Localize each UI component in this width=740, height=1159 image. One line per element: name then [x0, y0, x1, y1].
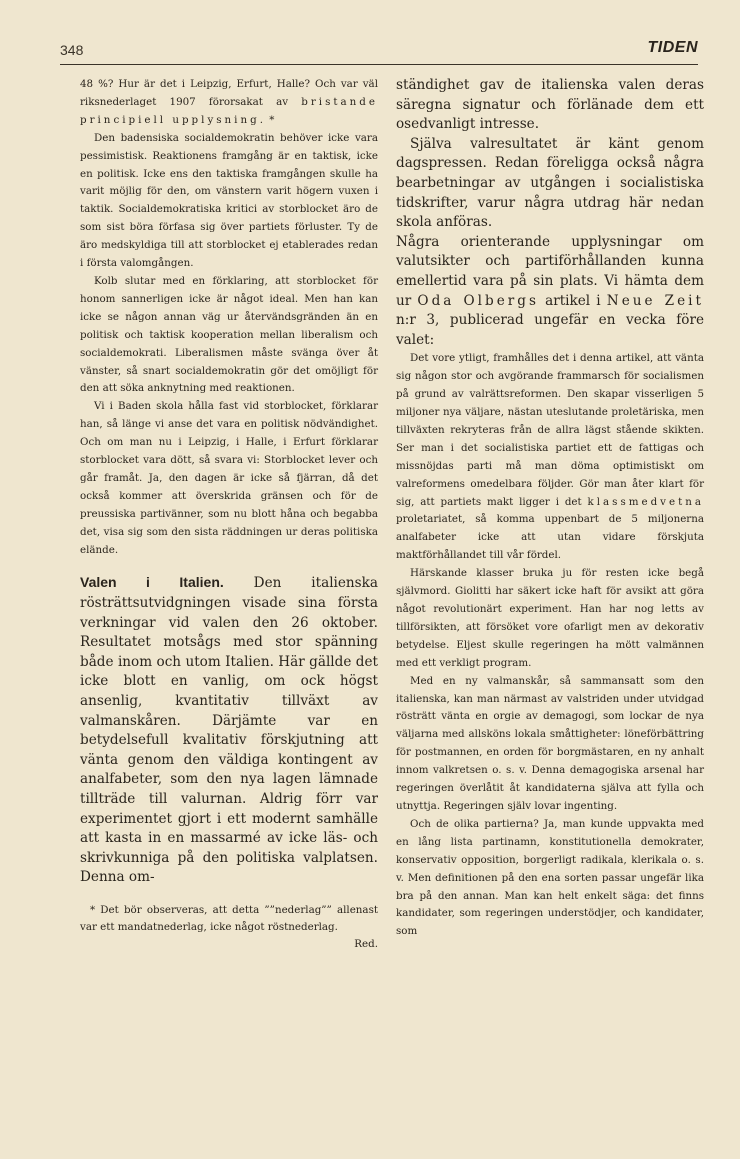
section-text: Den italienska rösträttsutvidgningen visade sina första verkningar vid valen den 26 oktober. Resultatet motsågs med stor spänning både inom och utom Italien. Här gällde det icke blott en vanlig, om ock högst ansenlig, kvantitativ tillväxt av valmanskåren. Därjämte var en betydelsefull kvalitativ förskjutning att vänta genom den väldiga kontingent av analfabeter, som den nya lagen lämnade tillträde till valurnan. Aldrig förr var experimentet gjort i ett modernt samhälle att kasta in en massarmé av icke läs- och skrivkunniga på den politiska valplatsen. Denna om- — [80, 575, 379, 886]
right-column — [396, 76, 704, 941]
footnote-signature: Red. — [354, 937, 378, 950]
section-title: Valen i Italien. — [80, 574, 224, 591]
spaced-emphasis: bristande principiell upplysning. — [80, 95, 378, 126]
footnote-text: * Det bör observeras, att detta ””nederlag”” allenast var ett mandatnederlag, icke något röstnederlag. — [80, 903, 378, 933]
right-paragraph-2: Själva valresultatet är känt genom dagspressen. Redan föreligga också några bearbetningar av utgången i socialistiska tidskrifter, varur några utdrag här nedan skola anföras. — [396, 135, 704, 231]
left-paragraph-2: Den badensiska socialdemokratin behöver icke vara pessimistisk. Reaktionens framgång är en taktisk, icke en politisk. Icke ens den taktiska framgången skulle ha varit möjlig för den, om vänstern varit högern vuxen i taktik. Socialdemokratiska kritici av storblocket äro de som sist böra förfasa sig över partiets förluster. Ty de äro medskyldiga till att storblocket ej etablerades redan i första valomgången. — [80, 131, 378, 270]
right-paragraph-3: Några orienterande upplysningar om valutsikter och partiförhållanden kunna emellertid vara på sin plats. Vi hämta dem ur Oda Olbergs artikel i Neue Zeit n:r 3, publicerad ungefär en vecka före valet: — [396, 233, 704, 348]
quote-paragraph-1: Det vore ytligt, framhålles det i denna artikel, att vänta sig någon stor och avgörande frammarsch för socialismen på grund av valrättsreformen. Den skapar visserligen 5 miljoner nya väljare, nästan uteslutande proletäriska, men tillväxten rekryteras från de allra lägst stående skikten. Ser man i det socialistiska partiet ett de fattigas och missnöjdas parti må man döma optimistiskt om valreformens omedelbara följder. Gör man åter klart för sig, att partiets makt ligger i det klassmedvetna proletariatet, så komma uppenbart de 5 miljonerna analfabeter icke att utan vidare förskjuta maktförhållandet till vår fördel. — [396, 352, 704, 562]
quote-paragraph-4: Och de olika partierna? Ja, man kunde uppvakta med en lång lista partinamn, konstitutionella demokrater, konservativ opposition, borgerligt radikala, klerikala o. s. v. Men definitionen på den ena sorten passar ungefär lika bra på den annan. Man kan helt enkelt säga: det finns kandidater, som regeringen understödjer, och kandidater, som — [396, 817, 704, 938]
quote-paragraph-2: Härskande klasser bruka ju för resten icke begå självmord. Giolitti har säkert icke haft för avsikt att göra något revolutionärt experiment. Han har nog letts av tillförsikten, att försöket vore ofarligt men av dekorativ betydelse. Eljest skulle regeringen ha mött valmännen med ett verkligt program. — [396, 567, 704, 669]
quote-paragraph-3: Med en ny valmanskår, så sammansatt som den italienska, kan man närmast av valstriden under utvidgad rösträtt vänta en orgie av demagogi, som lockar de nya väljarna med allsköns lokala småttigheter: löneförbättring för postmannen, en orden för borgmästaren, en ny anhalt innom valkretsen o. s. v. Denna demagogiska arsenal har regeringen överlåtit åt kandidaterna själva att fylla och utnyttja. Regeringen själv lovar ingenting. — [396, 674, 704, 812]
page-header — [0, 0, 740, 70]
spaced-journal: Neue Zeit — [606, 292, 704, 309]
footnote — [80, 902, 378, 950]
left-paragraph-4: Vi i Baden skola hålla fast vid storblocket, förklarar han, så länge vi anse det vara en politisk nödvändighet. Och om man nu i Leipzig, i Halle, i Erfurt förklarar storblocket vara dött, så svara vi: Storblocket lever och går framåt. Ja, den dagen är icke så fjärran, då det också kommer att överskrida gränsen och för de preussiska partivänner, som nu blott håna och begabba det, visa sig som den sista räddningen ur deras politiska elände. — [80, 400, 378, 556]
page-number: 348 — [60, 42, 84, 58]
right-paragraph-1: ständighet gav de italienska valen deras säregna signatur och förlänade dem ett osedvanligt intresse. — [396, 77, 704, 133]
header-rule — [60, 64, 698, 65]
journal-title: TIDEN — [647, 39, 698, 56]
left-paragraph-3: Kolb slutar med en förklaring, att storblocket för honom sannerligen icke är något ideal. Men han kan icke se någon annan väg ur återvändsgränden än en politisk och taktisk kooperation mellan liberalism och socialdemokrati. Liberalismen måste svänga över åt vänster, så snart socialdemokratin gör det omöjligt för den att söka anknytning med reaktionen. — [80, 274, 378, 395]
left-paragraph-1: 48 %? Hur är det i Leipzig, Erfurt, Halle? Och var väl riksnederlaget 1907 förorsakat av bristande principiell upplysning. * — [80, 78, 378, 126]
spaced-author: Oda Olbergs — [417, 292, 539, 309]
section-valen-i-italien — [80, 573, 378, 888]
footnote-mark: * — [269, 113, 275, 126]
left-column — [80, 76, 378, 953]
spaced-klassmedvetna: klassmedvetna — [587, 495, 704, 508]
